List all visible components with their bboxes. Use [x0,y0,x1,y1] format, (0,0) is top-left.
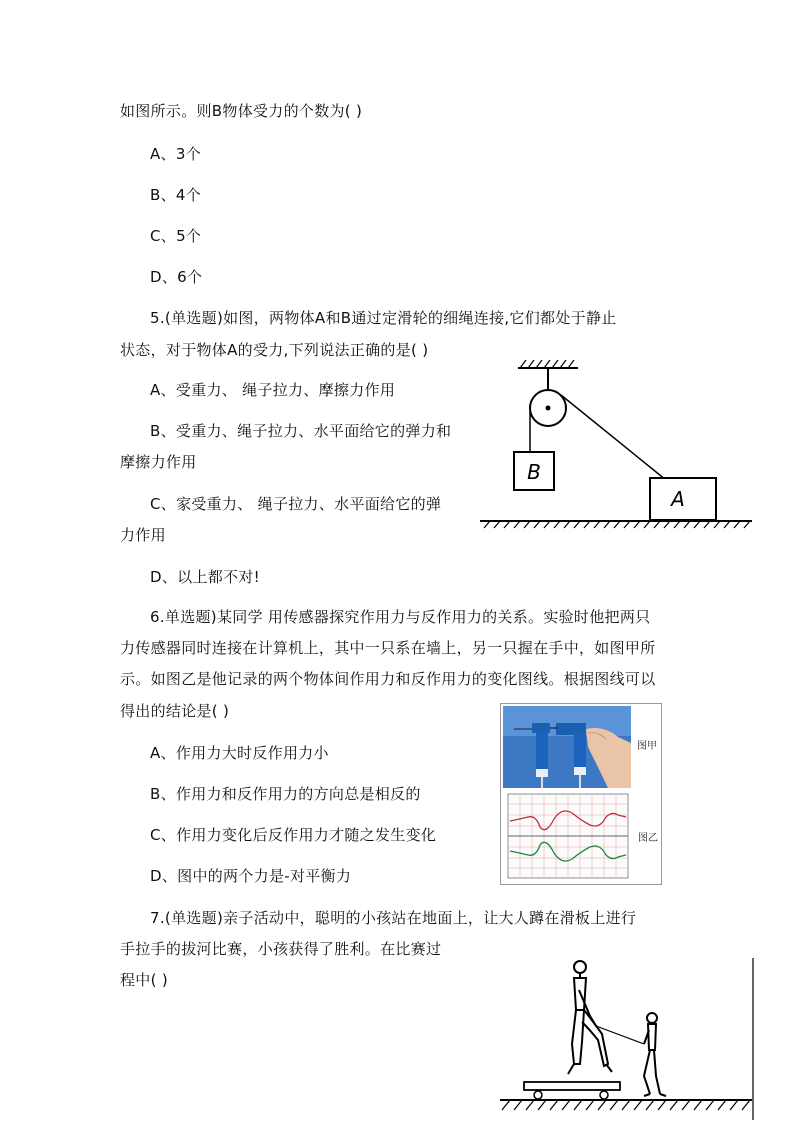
child-figure [644,1013,666,1096]
figure-yi-label: 图乙 [638,833,658,844]
tug-of-war-figure [484,956,760,1122]
figure-jia-label: 图甲 [637,741,657,752]
q5-option-b[interactable]: B、受重力、绳子拉力、水平面给它的弹力和 [150,422,452,440]
sensor-figure [500,703,662,885]
q6-stem-line1: 6.单选题)某同学 用传感器探究作用力与反作用力的关系。实验时他把两只 [150,608,651,626]
q6-option-c[interactable]: C、作用力变化后反作用力才随之发生变化 [150,826,437,844]
q7-stem-line3: 程中( ) [120,971,168,989]
force-graph [508,794,628,878]
ground-hatch [484,521,750,528]
q6-stem-line4: 得出的结论是( ) [120,702,230,720]
q7-stem-line2: 手拉手的拔河比赛，小孩获得了胜利。在比赛过 [120,940,442,958]
q5-option-a[interactable]: A、受重力、 绳子拉力、摩擦力作用 [150,381,396,399]
block-a-label: A [671,487,685,511]
q6-option-b[interactable]: B、作用力和反作用力的方向总是相反的 [150,785,421,803]
q6-stem-line3: 示。如图乙是他记录的两个物体间作用力和反作用力的变化图线。根据图线可以 [120,670,656,688]
q5-option-b-cont: 摩擦力作用 [120,453,197,471]
q7-stem-line1: 7.(单选题)亲子活动中，聪明的小孩站在地面上，让大人蹲在滑板上进行 [150,909,637,927]
q4-option-b[interactable]: B、4个 [150,186,202,204]
skateboard [524,1082,620,1099]
q6-option-a[interactable]: A、作用力大时反作用力小 [150,744,329,762]
q5-option-d[interactable]: D、以上都不对! [150,568,260,586]
pulley-diagram [478,358,754,534]
sensor-photo [503,706,631,788]
q5-stem-line1: 5.(单选题)如图，两物体A和B通过定滑轮的细绳连接,它们都处于静止 [150,309,617,327]
q5-option-c-cont: 力作用 [120,526,166,544]
ceiling-hatch [520,360,574,368]
q4-option-c[interactable]: C、5个 [150,227,202,245]
rope-to-a [561,395,666,480]
q5-stem-line2: 状态，对于物体A的受力,下列说法正确的是( ) [120,341,429,359]
q5-option-c[interactable]: C、家受重力、 绳子拉力、水平面给它的弹 [150,495,442,513]
ground-hatch-q7 [502,1100,750,1110]
q4-stem: 如图所示。则B物体受力的个数为( ) [120,102,363,120]
block-b-label: B [527,460,541,484]
q6-option-d[interactable]: D、图中的两个力是-对平衡力 [150,867,352,885]
q4-option-a[interactable]: A、3个 [150,145,202,163]
adult-figure [568,961,612,1074]
q6-stem-line2: 力传感器同时连接在计算机上，其中一只系在墙上，另一只握在手中，如图甲所 [120,639,656,657]
q4-option-d[interactable]: D、6个 [150,268,203,286]
